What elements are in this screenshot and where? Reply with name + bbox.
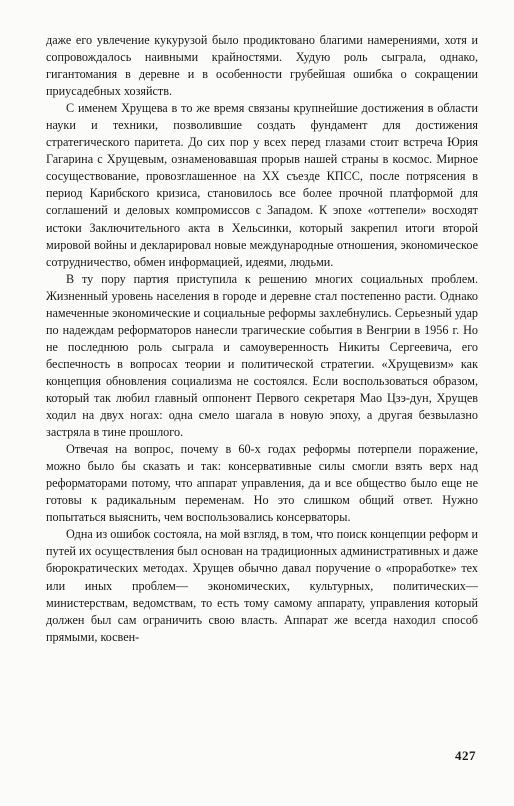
paragraph-5: Одна из ошибок состояла, на мой взгляд, в том, что поиск концепции реформ и путей их осуществления был основан на традиционных административных и даже бюрократических методах. Хрущев обычно давал поручение о «проработке» тех или иных проблем— экономических, культурных, политических— министерствам, ведомствам, то есть тому самому аппарату, управления который должен был сам ограничить свою власть. Аппарат же всегда находил способ прямыми, косвен-: [46, 527, 478, 644]
page-number: 427: [455, 748, 476, 763]
paragraph-2: С именем Хрущева в то же время связаны крупнейшие достижения в области науки и техники, позволившие создать фундамент для достижения стратегического паритета. До сих пор у всех перед глазами стоит встреча Юрия Гагарина с Хрущевым, ознаменовавшая прорыв нашей страны в космос. Мирное сосуществование, провозглашенное на XX съезде КПСС, после потрясения в период Карибского кризиса, становилось все более прочной платформой для соглашений и деловых компромиссов с Западом. К эпохе «оттепели» восходят истоки Заключительного акта в Хельсинки, который закрепил итоги второй мировой войны и декларировал новые международные отношения, экономическое сотрудничество, обмен информацией, идеями, людьми.: [46, 101, 478, 269]
paragraph-1: даже его увлечение кукурузой было продиктовано благими намерениями, хотя и сопровождалось наивными крайностями. Худую роль сыграла, однако, гигантомания в деревне и в особенности грубейшая ошибка о сокращении приусадебных хозяйств.: [46, 33, 478, 99]
paragraph-4: Отвечая на вопрос, почему в 60-х годах реформы потерпели поражение, можно было бы сказать и так: консервативные силы смогли взять верх над реформаторами потому, что аппарат управления, да и все общество было еще не готовы к радикальным переменам. Но это слишком общий ответ. Нужно попытаться выяснить, чем воспользовались консерваторы.: [46, 442, 478, 525]
paragraph-3: В ту пору партия приступила к решению многих социальных проблем. Жизненный уровень населения в городе и деревне стал постепенно расти. Однако намеченные экономические и социальные реформы захлебнулись. Серьезный удар по надеждам реформаторов нанесли трагические события в Венгрии в 1956 г. Но не последнюю роль сыграла и самоуверенность Никиты Сергеевича, его беспечность в вопросах теории и политической стратегии. «Хрущевизм» как концепция обновления социализма не состоялся. Если воспользоваться образом, который так любил главный оппонент Первого секретаря Мао Цзэ-дун, Хрущев ходил на двух ногах: одна смело шагала в новую эпоху, а другая безвылазно застряла в тине прошлого.: [46, 271, 478, 440]
body-text: [46, 32, 478, 646]
